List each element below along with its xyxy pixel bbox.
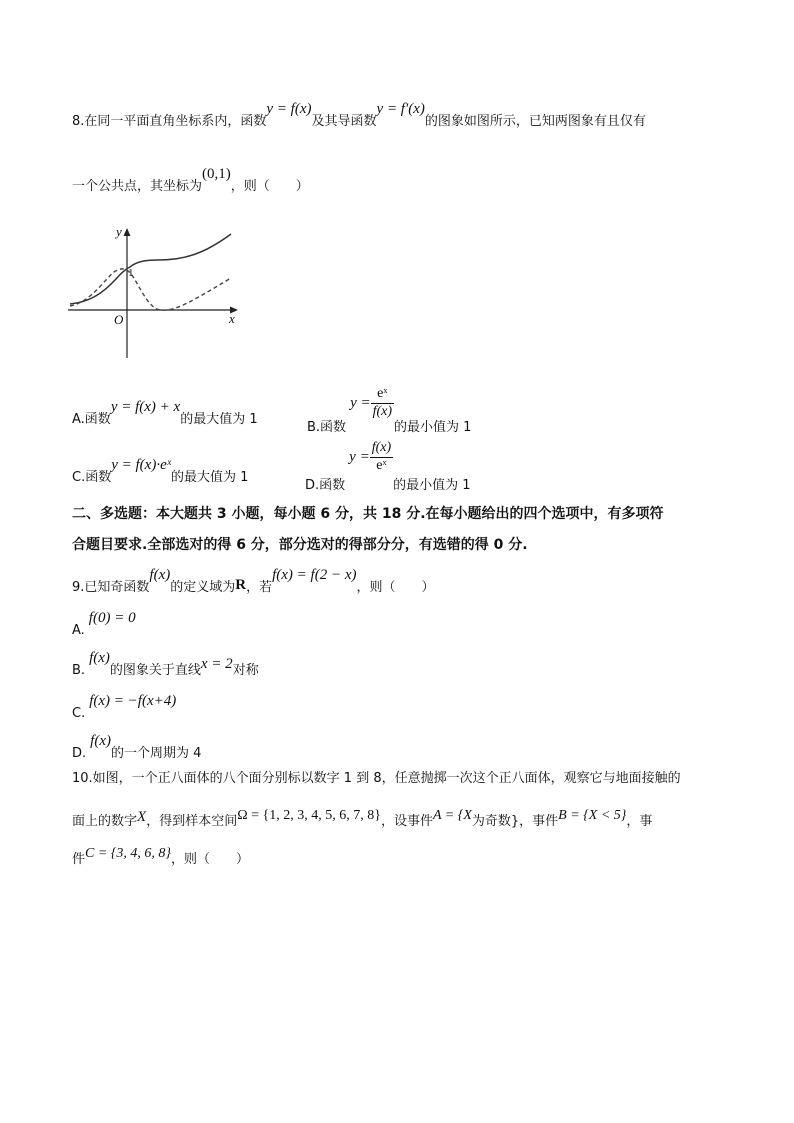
q10-omega: Ω = {1, 2, 3, 4, 5, 6, 7, 8} bbox=[237, 808, 381, 823]
q9-option-d-label: D. bbox=[72, 746, 87, 761]
q9-option-b-mid: 的图象关于直线 bbox=[109, 663, 201, 678]
q8-fpx-expr: y = f′(x) bbox=[376, 101, 425, 117]
q8-function-graph bbox=[66, 224, 246, 364]
q8-option-b bbox=[307, 386, 472, 435]
q8-line2 bbox=[72, 166, 309, 195]
f-curve bbox=[70, 234, 231, 304]
section2-line2: 合题目要求.全部选对的得 6 分，部分选对的得部分分，有选错的得 0 分. bbox=[72, 537, 528, 553]
q10-line3-suffix: ，则（ ） bbox=[171, 852, 250, 867]
point-label: 1 bbox=[128, 267, 134, 279]
q9-option-b-suffix: 对称 bbox=[232, 663, 259, 678]
q10-line2-mid: ，得到样本空间 bbox=[146, 814, 238, 829]
q10-line2-mid3: ，事件 bbox=[519, 814, 559, 829]
q10-line2-mid2: ，设事件 bbox=[380, 814, 433, 829]
q9-option-b bbox=[72, 650, 259, 679]
q8-option-a bbox=[72, 399, 258, 428]
q10-line2 bbox=[72, 808, 653, 831]
q8-option-c-suffix: 的最大值为 1 bbox=[170, 470, 249, 485]
q8-line1 bbox=[72, 101, 646, 130]
q9-option-a-expr: f(0) = 0 bbox=[88, 610, 136, 626]
q9-fx: f(x) bbox=[149, 567, 171, 583]
q10-event-b: B = {X < 5} bbox=[558, 808, 627, 823]
q9-option-c-expr: f(x) = −f(x+4) bbox=[89, 693, 177, 709]
q8-option-b-y: y = bbox=[350, 394, 371, 411]
q9-stem bbox=[72, 567, 435, 596]
q10-line3-prefix: 件 bbox=[72, 852, 86, 867]
q8-option-d-den: eˣ bbox=[376, 457, 387, 473]
q8-option-d-num: f(x) bbox=[370, 440, 393, 458]
q9-option-b-label: B. bbox=[72, 663, 86, 678]
q9-option-d-suffix: 的一个周期为 4 bbox=[110, 746, 202, 761]
q10-event-a-text: 为奇数} bbox=[471, 814, 520, 829]
q9-option-d bbox=[72, 733, 202, 762]
q8-line2-prefix: 一个公共点，其坐标为 bbox=[72, 179, 203, 194]
q10-line2-suffix: ，事 bbox=[626, 814, 653, 829]
q8-option-c bbox=[72, 457, 249, 486]
q8-option-a-suffix: 的最大值为 1 bbox=[180, 412, 258, 427]
q8-option-c-prefix: C.函数 bbox=[72, 470, 112, 485]
q8-option-b-den: f(x) bbox=[372, 403, 393, 419]
origin-label: O bbox=[114, 312, 124, 327]
q8-option-b-suffix: 的最小值为 1 bbox=[394, 419, 472, 435]
q8-option-d-prefix: D.函数 bbox=[305, 477, 346, 493]
q9-mid1: 的定义域为 bbox=[170, 580, 236, 595]
q10-line3 bbox=[72, 846, 250, 869]
q8-option-d-suffix: 的最小值为 1 bbox=[393, 477, 471, 493]
q8-fx-expr: y = f(x) bbox=[266, 101, 312, 117]
q8-option-a-prefix: A.函数 bbox=[72, 412, 111, 427]
q8-point: (0,1) bbox=[202, 166, 231, 182]
q10-X: X bbox=[137, 809, 147, 825]
q8-option-d-fraction bbox=[370, 440, 393, 475]
q8-option-a-expr: y = f(x) + x bbox=[110, 399, 181, 415]
q9-mid2: ，若 bbox=[246, 580, 273, 595]
q9-option-b-line: x = 2 bbox=[200, 656, 233, 672]
q9-option-a-label: A. bbox=[72, 623, 85, 638]
q9-option-c bbox=[72, 693, 177, 722]
q9-option-d-expr: f(x) bbox=[90, 733, 111, 749]
y-axis-arrow bbox=[124, 228, 131, 236]
q10-event-a: A = {X bbox=[432, 808, 472, 823]
q8-text-prefix: 8.在同一平面直角坐标系内，函数 bbox=[72, 114, 267, 129]
q9-condition: f(x) = f(2 − x) bbox=[272, 567, 357, 583]
q8-line2-suffix: ，则（ ） bbox=[230, 179, 309, 194]
q9-R: R bbox=[235, 577, 247, 593]
q10-event-c: C = {3, 4, 6, 8} bbox=[85, 846, 171, 861]
q8-text-suffix: 的图象如图所示，已知两图象有且仅有 bbox=[424, 114, 646, 129]
x-label: x bbox=[229, 311, 235, 326]
q8-option-b-num: eˣ bbox=[371, 386, 394, 404]
q9-suffix: ，则（ ） bbox=[356, 580, 435, 595]
q8-option-c-expr: y = f(x)·eˣ bbox=[111, 457, 171, 473]
f-prime-curve bbox=[70, 269, 231, 310]
q8-option-d bbox=[305, 440, 471, 493]
q8-option-d-y: y = bbox=[349, 448, 370, 465]
section2-line1: 二、多选题：本大题共 3 小题，每小题 6 分，共 18 分.在每小题给出的四个选项中，有多项符 bbox=[72, 506, 664, 522]
q9-option-b-expr: f(x) bbox=[89, 650, 110, 666]
y-label: y bbox=[116, 224, 122, 239]
q8-option-b-prefix: B.函数 bbox=[307, 419, 347, 435]
q8-option-b-fraction bbox=[371, 386, 394, 421]
q8-text-mid: 及其导函数 bbox=[311, 114, 377, 129]
q9-option-c-label: C. bbox=[72, 706, 86, 721]
q10-line1: 10.如图，一个正八面体的八个面分别标以数字 1 到 8，任意抛掷一次这个正八面体，观察它与地面接触的 bbox=[72, 771, 681, 786]
q9-option-a bbox=[72, 610, 136, 639]
q10-line2-prefix: 面上的数字 bbox=[72, 814, 138, 829]
q9-prefix: 9.已知奇函数 bbox=[72, 580, 150, 595]
